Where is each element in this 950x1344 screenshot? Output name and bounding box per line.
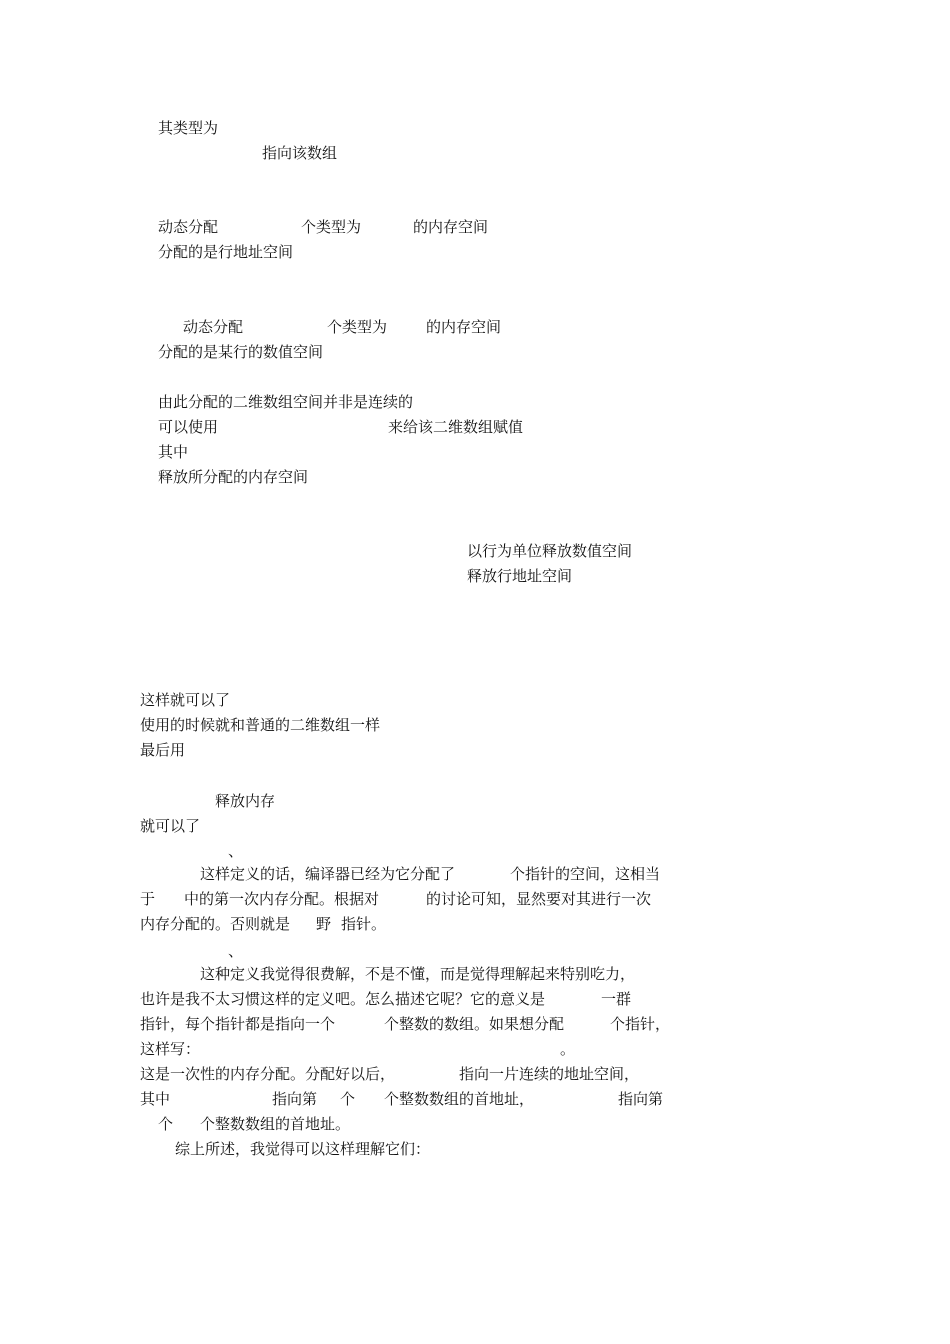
text-fragment: 野 — [316, 915, 332, 933]
list-marker: 、 — [228, 942, 244, 960]
text-line: 释放内存 — [215, 792, 276, 810]
text-fragment: 的内存空间 — [426, 318, 502, 336]
text-fragment: 指向第 — [272, 1090, 318, 1108]
text-fragment: 个 — [340, 1090, 356, 1108]
text-fragment: 的内存空间 — [413, 218, 489, 236]
text-line: 综上所述，我觉得可以这样理解它们： — [175, 1140, 431, 1158]
text-line: 分配的是行地址空间 — [158, 243, 294, 261]
text-fragment: 个 — [158, 1115, 174, 1133]
text-fragment: 动态分配 — [183, 318, 244, 336]
text-line: 最后用 — [140, 741, 186, 759]
text-line: 释放所分配的内存空间 — [158, 468, 309, 486]
text-fragment: 这样写： — [140, 1040, 201, 1058]
text-fragment: 个类型为 — [327, 318, 388, 336]
text-fragment: 来给该二维数组赋值 — [388, 418, 524, 436]
text-fragment: 指向一片连续的地址空间， — [459, 1065, 640, 1083]
text-fragment: 内存分配的。否则就是 — [140, 915, 291, 933]
text-fragment: 这样定义的话，编译器已经为它分配了 — [200, 865, 456, 883]
text-fragment: 也许是我不太习惯这样的定义吧。怎么描述它呢？它的意义是 — [140, 990, 546, 1008]
text-line: 这样就可以了 — [140, 691, 231, 709]
text-line: 以行为单位释放数值空间 — [467, 542, 633, 560]
text-fragment: 个指针的空间，这相当 — [510, 865, 661, 883]
text-line: 这种定义我觉得很费解，不是不懂，而是觉得理解起来特别吃力， — [200, 965, 636, 983]
text-line: 分配的是某行的数值空间 — [158, 343, 324, 361]
list-marker: 、 — [228, 842, 244, 860]
text-fragment: 个整数数组的首地址。 — [200, 1115, 351, 1133]
text-fragment: 其中 — [140, 1090, 171, 1108]
text-fragment: 于 — [140, 890, 156, 908]
text-fragment: 个整数数组的首地址， — [384, 1090, 535, 1108]
text-fragment: 可以使用 — [158, 418, 219, 436]
text-line: 其类型为 — [158, 119, 219, 137]
text-fragment: 指向第 — [618, 1090, 664, 1108]
text-fragment: 一群 — [601, 990, 632, 1008]
text-fragment: 个指针， — [610, 1015, 671, 1033]
text-fragment: 指针。 — [341, 915, 387, 933]
text-fragment: 这是一次性的内存分配。分配好以后， — [140, 1065, 396, 1083]
text-line: 指向该数组 — [262, 144, 338, 162]
text-fragment: 个整数的数组。如果想分配 — [384, 1015, 565, 1033]
text-line: 释放行地址空间 — [467, 567, 573, 585]
text-line: 其中 — [158, 443, 189, 461]
text-line: 由此分配的二维数组空间并非是连续的 — [158, 393, 414, 411]
text-fragment: 。 — [560, 1040, 576, 1058]
text-line: 使用的时候就和普通的二维数组一样 — [140, 716, 381, 734]
text-fragment: 动态分配 — [158, 218, 219, 236]
text-fragment: 指针，每个指针都是指向一个 — [140, 1015, 336, 1033]
text-fragment: 个类型为 — [301, 218, 362, 236]
text-fragment: 的讨论可知，显然要对其进行一次 — [426, 890, 652, 908]
text-fragment: 中的第一次内存分配。根据对 — [184, 890, 380, 908]
text-line: 就可以了 — [140, 817, 201, 835]
